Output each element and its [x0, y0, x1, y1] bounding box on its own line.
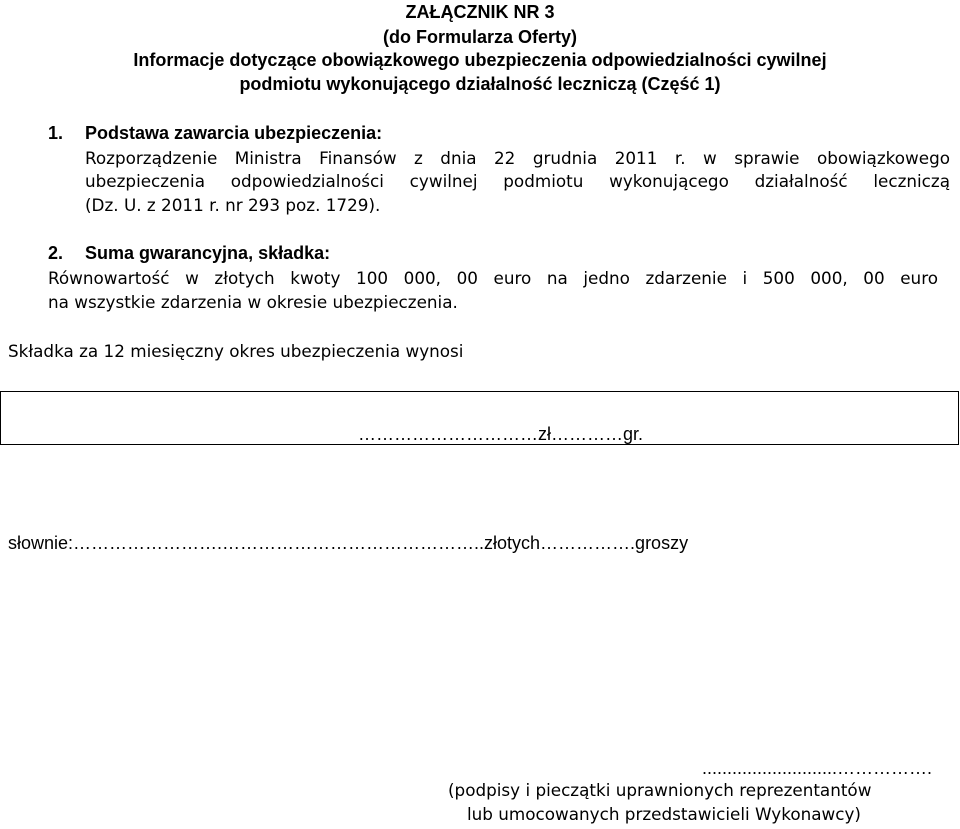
section-1-text-line-1: Rozporządzenie Ministra Finansów z dnia 22 grudnia 2011 r. w sprawie obowiązkowego	[85, 148, 950, 168]
attachment-subtitle: (do Formularza Oferty)	[382, 27, 578, 47]
section-1-text-line-3: (Dz. U. z 2011 r. nr 293 poz. 1729).	[85, 195, 381, 215]
document-heading-line-2: podmiotu wykonującego działalność leczniczą (Część 1)	[239, 74, 721, 94]
signature-dotted-line[interactable]: ...........................…………….	[702, 758, 933, 778]
section-1-title: Podstawa zawarcia ubezpieczenia:	[85, 123, 383, 143]
section-2-title: Suma gwarancyjna, składka:	[85, 243, 331, 263]
attachment-title: ZAŁĄCZNIK NR 3	[405, 2, 555, 22]
section-1-text-line-2: ubezpieczenia odpowiedzialności cywilnej podmiotu wykonującego działalność leczniczą	[85, 171, 950, 191]
premium-amount-line[interactable]: …………………………zł…………gr.	[358, 424, 644, 444]
signature-caption-line-1: (podpisy i pieczątki uprawnionych reprezentantów	[448, 780, 872, 800]
amount-in-words-line[interactable]: słownie:…………………….……………………………………..złotych…………….groszy	[8, 533, 689, 553]
section-2-number: 2.	[48, 243, 64, 263]
document-heading-line-1: Informacje dotyczące obowiązkowego ubezpieczenia odpowiedzialności cywilnej	[133, 50, 827, 70]
signature-caption-line-2: lub umocowanych przedstawicieli Wykonawcy)	[467, 804, 861, 824]
section-2-text-line-2: na wszystkie zdarzenia w okresie ubezpieczenia.	[48, 292, 458, 312]
premium-label: Składka za 12 miesięczny okres ubezpieczenia wynosi	[8, 341, 464, 361]
section-1-number: 1.	[48, 123, 64, 143]
section-2-text-line-1: Równowartość w złotych kwoty 100 000, 00 euro na jedno zdarzenie i 500 000, 00 euro	[48, 268, 938, 288]
